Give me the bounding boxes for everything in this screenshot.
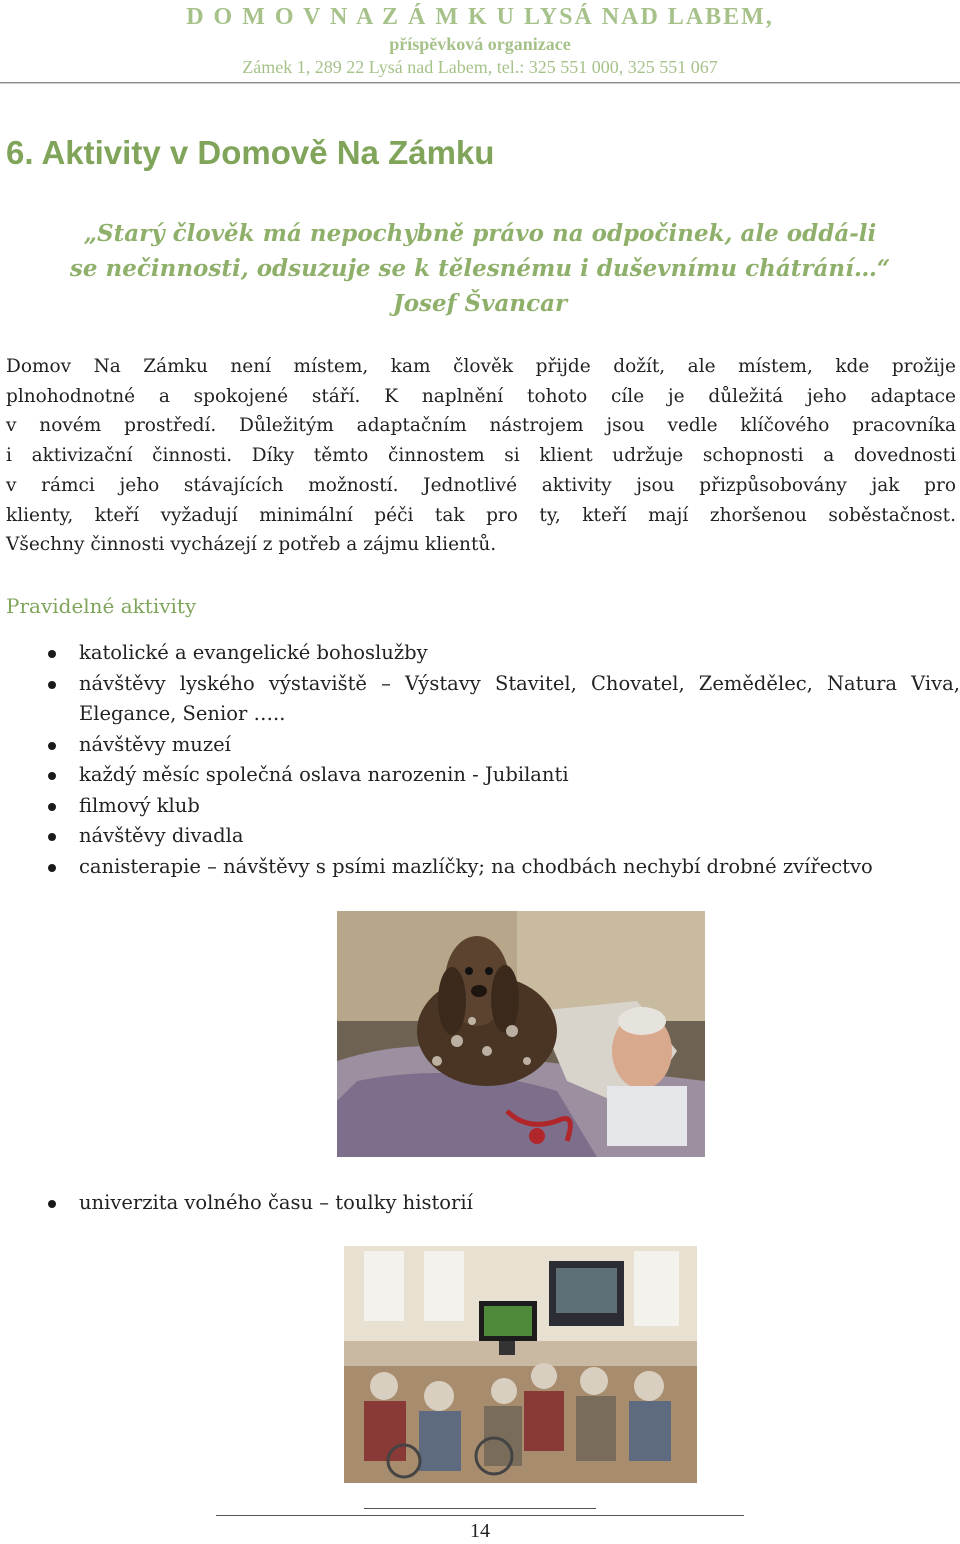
list-item-text: každý měsíc společná oslava narozenin - Jubilanti <box>79 763 569 786</box>
bullet-icon <box>48 742 56 750</box>
header-organization-name: D O M O V N A Z Á M K U LYSÁ NAD LABEM, <box>186 4 774 30</box>
header-organization-type: příspěvková organizace <box>389 34 571 54</box>
list-item <box>0 638 960 669</box>
list-item-text: návštěvy muzeí <box>79 732 231 756</box>
list-item-text: filmový klub <box>79 793 200 817</box>
canisterapie-photo <box>337 911 705 1157</box>
list-item-text: návštěvy lyského výstaviště – Výstavy Stavitel, Chovatel, Zemědělec, Natura Viva, Elegance, Senior ….. <box>79 671 960 725</box>
bullet-icon <box>48 650 56 658</box>
header-address: Zámek 1, 289 22 Lysá nad Labem, tel.: 325 551 000, 325 551 067 <box>242 57 718 77</box>
intro-line: i aktivizační činnosti. Díky těmto činnostem si klient udržuje schopnosti a dovednosti <box>6 445 956 467</box>
intro-line: plnohodnotné a spokojené stáří. K naplnění tohoto cíle je důležitá jeho adaptace <box>6 385 956 407</box>
intro-line: Domov Na Zámku není místem, kam člověk přijde dožít, ale místem, kde prožije <box>6 356 956 377</box>
intro-paragraph <box>6 352 956 560</box>
list-item <box>0 730 960 761</box>
intro-line: klienty, kteří vyžadují minimální péči tak pro ty, kteří mají zhoršenou soběstačnost. <box>6 504 956 526</box>
footer-divider <box>216 1515 744 1516</box>
bullet-icon <box>48 772 56 780</box>
quote-line-2: se nečinnosti, odsuzuje se k tělesnému i duševnímu chátrání…“ <box>69 255 891 282</box>
list-item <box>0 669 960 730</box>
bullet-icon <box>48 681 56 689</box>
bullet-icon <box>48 803 56 811</box>
header-divider <box>0 82 960 84</box>
bullet-icon <box>48 864 56 872</box>
intro-line: v novém prostředí. Důležitým adaptačním nástrojem jsou vedle klíčového pracovníka <box>6 415 956 437</box>
section-title: 6. Aktivity v Domově Na Zámku <box>6 134 495 171</box>
bullet-icon <box>48 833 56 841</box>
list-item <box>0 852 960 883</box>
footer-divider <box>364 1508 596 1509</box>
lecture-photo <box>344 1246 697 1483</box>
list-item <box>0 760 960 791</box>
subheading-regular-activities: Pravidelné aktivity <box>6 594 197 618</box>
list-item-text: návštěvy divadla <box>79 824 244 847</box>
list-item-text: canisterapie – návštěvy s psími mazlíčky; na chodbách nechybí drobné zvířectvo <box>79 854 873 878</box>
list-item <box>0 791 960 822</box>
activities-list-2 <box>0 1188 960 1219</box>
list-item <box>0 1188 960 1219</box>
quote-line-1: „Starý člověk má nepochybně právo na odpočinek, ale oddá-li <box>83 220 877 247</box>
list-item <box>0 821 960 852</box>
page-number: 14 <box>470 1520 490 1542</box>
list-item-text: univerzita volného času – toulky historií <box>79 1191 473 1214</box>
list-item-text: katolické a evangelické bohoslužby <box>79 641 428 664</box>
intro-line: v rámci jeho stávajících možností. Jednotlivé aktivity jsou přizpůsobovány jak pro <box>6 474 956 496</box>
intro-line: Všechny činnosti vycházejí z potřeb a zájmu klientů. <box>6 534 497 556</box>
bullet-icon <box>48 1200 56 1208</box>
activities-list <box>0 638 960 882</box>
quote-author: Josef Švancar <box>392 290 568 317</box>
